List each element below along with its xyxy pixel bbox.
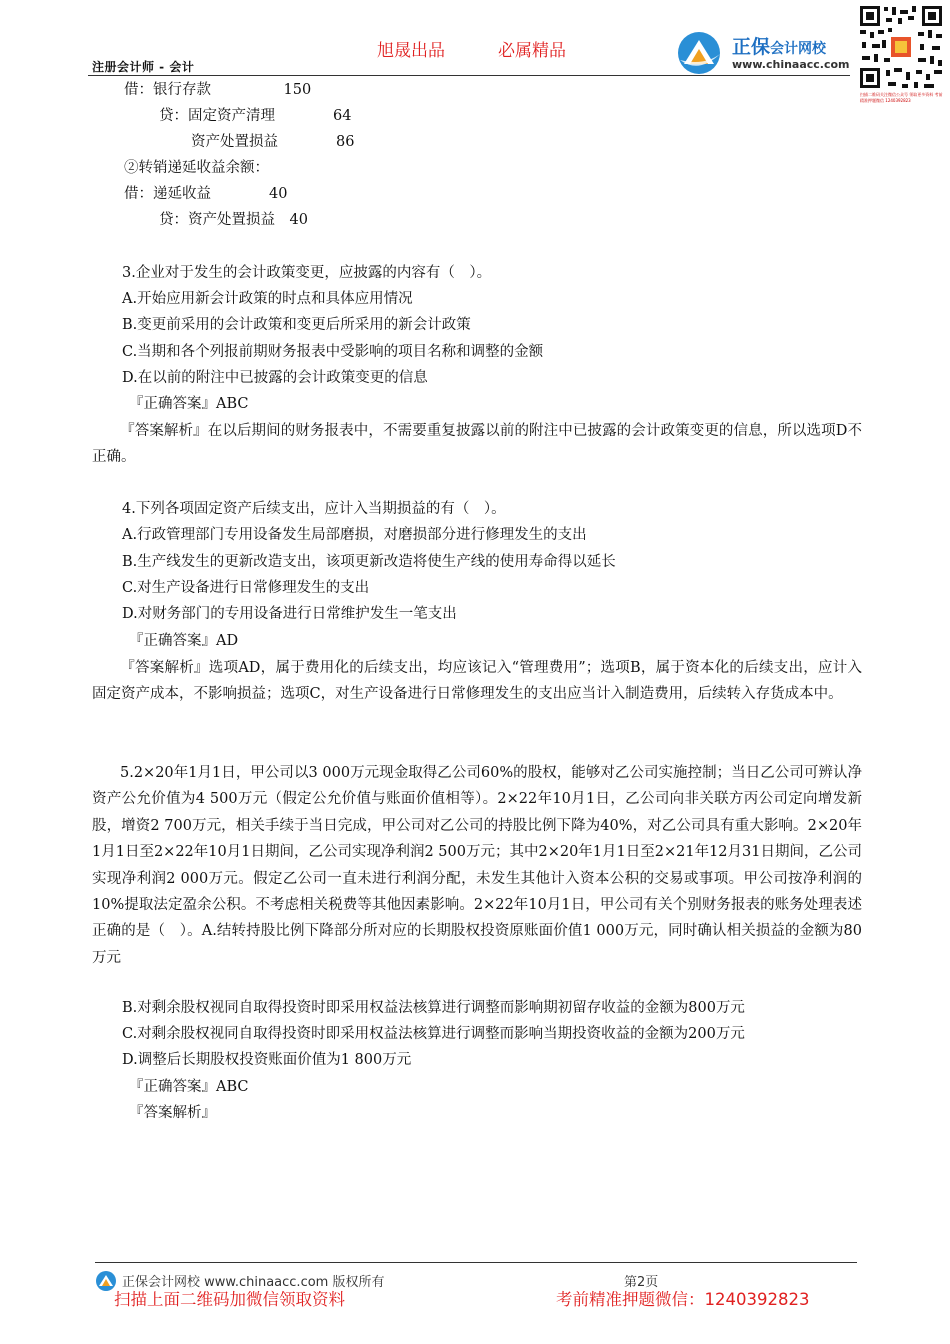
- footer-divider: [95, 1262, 857, 1263]
- question-option: D.调整后长期股权投资账面价值为1 800万元: [122, 1052, 412, 1068]
- footer-promo-right[interactable]: 考前精准押题微信：1240392823: [556, 1290, 810, 1309]
- header-slogan-left: 旭晟出品: [377, 41, 445, 61]
- question-stem: 3.企业对于发生的会计政策变更，应披露的内容有（ ）。: [122, 265, 492, 281]
- correct-answer: 『正确答案』ABC: [129, 1079, 249, 1095]
- question-option: C.对剩余股权视同自取得投资时即采用权益法核算进行调整而影响当期投资收益的金额为200万元: [122, 1026, 745, 1042]
- chinaacc-logo[interactable]: [676, 30, 858, 76]
- qr-notes: 扫描二维码关注微信公众号 领取更多资料 考前精准押题微信 1240392823: [860, 92, 943, 103]
- logo-name-suffix: 会计网校: [770, 41, 827, 57]
- entry-line: 借：递延收益 40: [124, 186, 288, 202]
- logo-name-main: 正保: [732, 36, 771, 58]
- entry-line: ②转销递延收益余额：: [124, 160, 269, 176]
- question-stem-text: 5.2×20年1月1日，甲公司以3 000万元现金取得乙公司60%的股权，能够对乙公司实施控制；当日乙公司可辨认净资产公允价值为4 500万元（假定公允价值与账面价值相等）。2×22年10月1日，乙公司向非关联方丙公司定向增发新股，增资2 700万元，相关手续于当日完成，甲公司对乙公司的持股比例下降为40%，对乙公司具有重大影响。2×20年1月1日至2×22年10月1日期间，乙公司实现净利润2 500万元；其中2×20年1月1日至2×21年12月31日期间，乙公司实现净利润2 000万元。假定乙公司一直未进行利润分配，未发生其他计入资本公积的交易或事项。甲公司按净利润的10%提取法定盈余公积。不考虑相关税费等其他因素影响。2×22年10月1日，甲公司有关个别财务报表的账务处理表述正确的是（ ）。A.结转持股比例下降部分所对应的长期股权投资原账面价值1 000万元，同时确认相关损益的金额为80万元: [92, 765, 862, 966]
- entry-line: 资产处置损益 86: [191, 134, 355, 150]
- answer-analysis: [92, 655, 862, 708]
- logo-url: www.chinaacc.com: [732, 58, 850, 71]
- question-option: A.开始应用新会计政策的时点和具体应用情况: [122, 291, 413, 307]
- header-subject: 注册会计师 - 会计: [92, 60, 195, 74]
- correct-answer: 『正确答案』ABC: [129, 396, 249, 412]
- entry-line: 借：银行存款 150: [124, 82, 312, 98]
- question-stem-long: [92, 760, 862, 971]
- answer-analysis: 『答案解析』: [129, 1105, 216, 1121]
- logo-name: [732, 32, 826, 59]
- entry-line: 贷：固定资产清理 64: [159, 108, 352, 124]
- answer-analysis-text: 『答案解析』选项AD，属于费用化的后续支出，均应该记入“管理费用”；选项B，属于资本化的后续支出，应计入固定资产成本，不影响损益；选项C，对生产设备进行日常修理发生的支出应当计入制造费用，后续转入存货成本中。: [92, 660, 862, 703]
- qr-code-icon[interactable]: [858, 4, 944, 90]
- question-option: C.对生产设备进行日常修理发生的支出: [122, 580, 370, 596]
- entry-line: 贷：资产处置损益 40: [159, 212, 308, 228]
- question-option: B.变更前采用的会计政策和变更后所采用的新会计政策: [122, 317, 471, 333]
- question-option: B.对剩余股权视同自取得投资时即采用权益法核算进行调整而影响期初留存收益的金额为800万元: [122, 1000, 745, 1016]
- answer-analysis: [92, 418, 862, 471]
- question-option: B.生产线发生的更新改造支出，该项更新改造将使生产线的使用寿命得以延长: [122, 554, 616, 570]
- question-option: C.当期和各个列报前期财务报表中受影响的项目名称和调整的金额: [122, 344, 544, 360]
- answer-analysis-text: 『答案解析』在以后期间的财务报表中，不需要重复披露以前的附注中已披露的会计政策变更的信息，所以选项D不正确。: [92, 423, 862, 466]
- question-option: D.在以前的附注中已披露的会计政策变更的信息: [122, 370, 428, 386]
- question-option: A.行政管理部门专用设备发生局部磨损，对磨损部分进行修理发生的支出: [122, 527, 587, 543]
- question-option: D.对财务部门的专用设备进行日常维护发生一笔支出: [122, 606, 457, 622]
- page-number: 第2页: [624, 1275, 659, 1290]
- footer-copyright: 正保会计网校 www.chinaacc.com 版权所有: [122, 1275, 385, 1290]
- correct-answer: 『正确答案』AD: [129, 633, 239, 649]
- logo-emblem-icon: [676, 30, 726, 76]
- footer-promo-left[interactable]: 扫描上面二维码加微信领取资料: [114, 1290, 345, 1309]
- header-slogan-right: 必属精品: [498, 41, 566, 61]
- question-stem: 4.下列各项固定资产后续支出，应计入当期损益的有（ ）。: [122, 501, 506, 517]
